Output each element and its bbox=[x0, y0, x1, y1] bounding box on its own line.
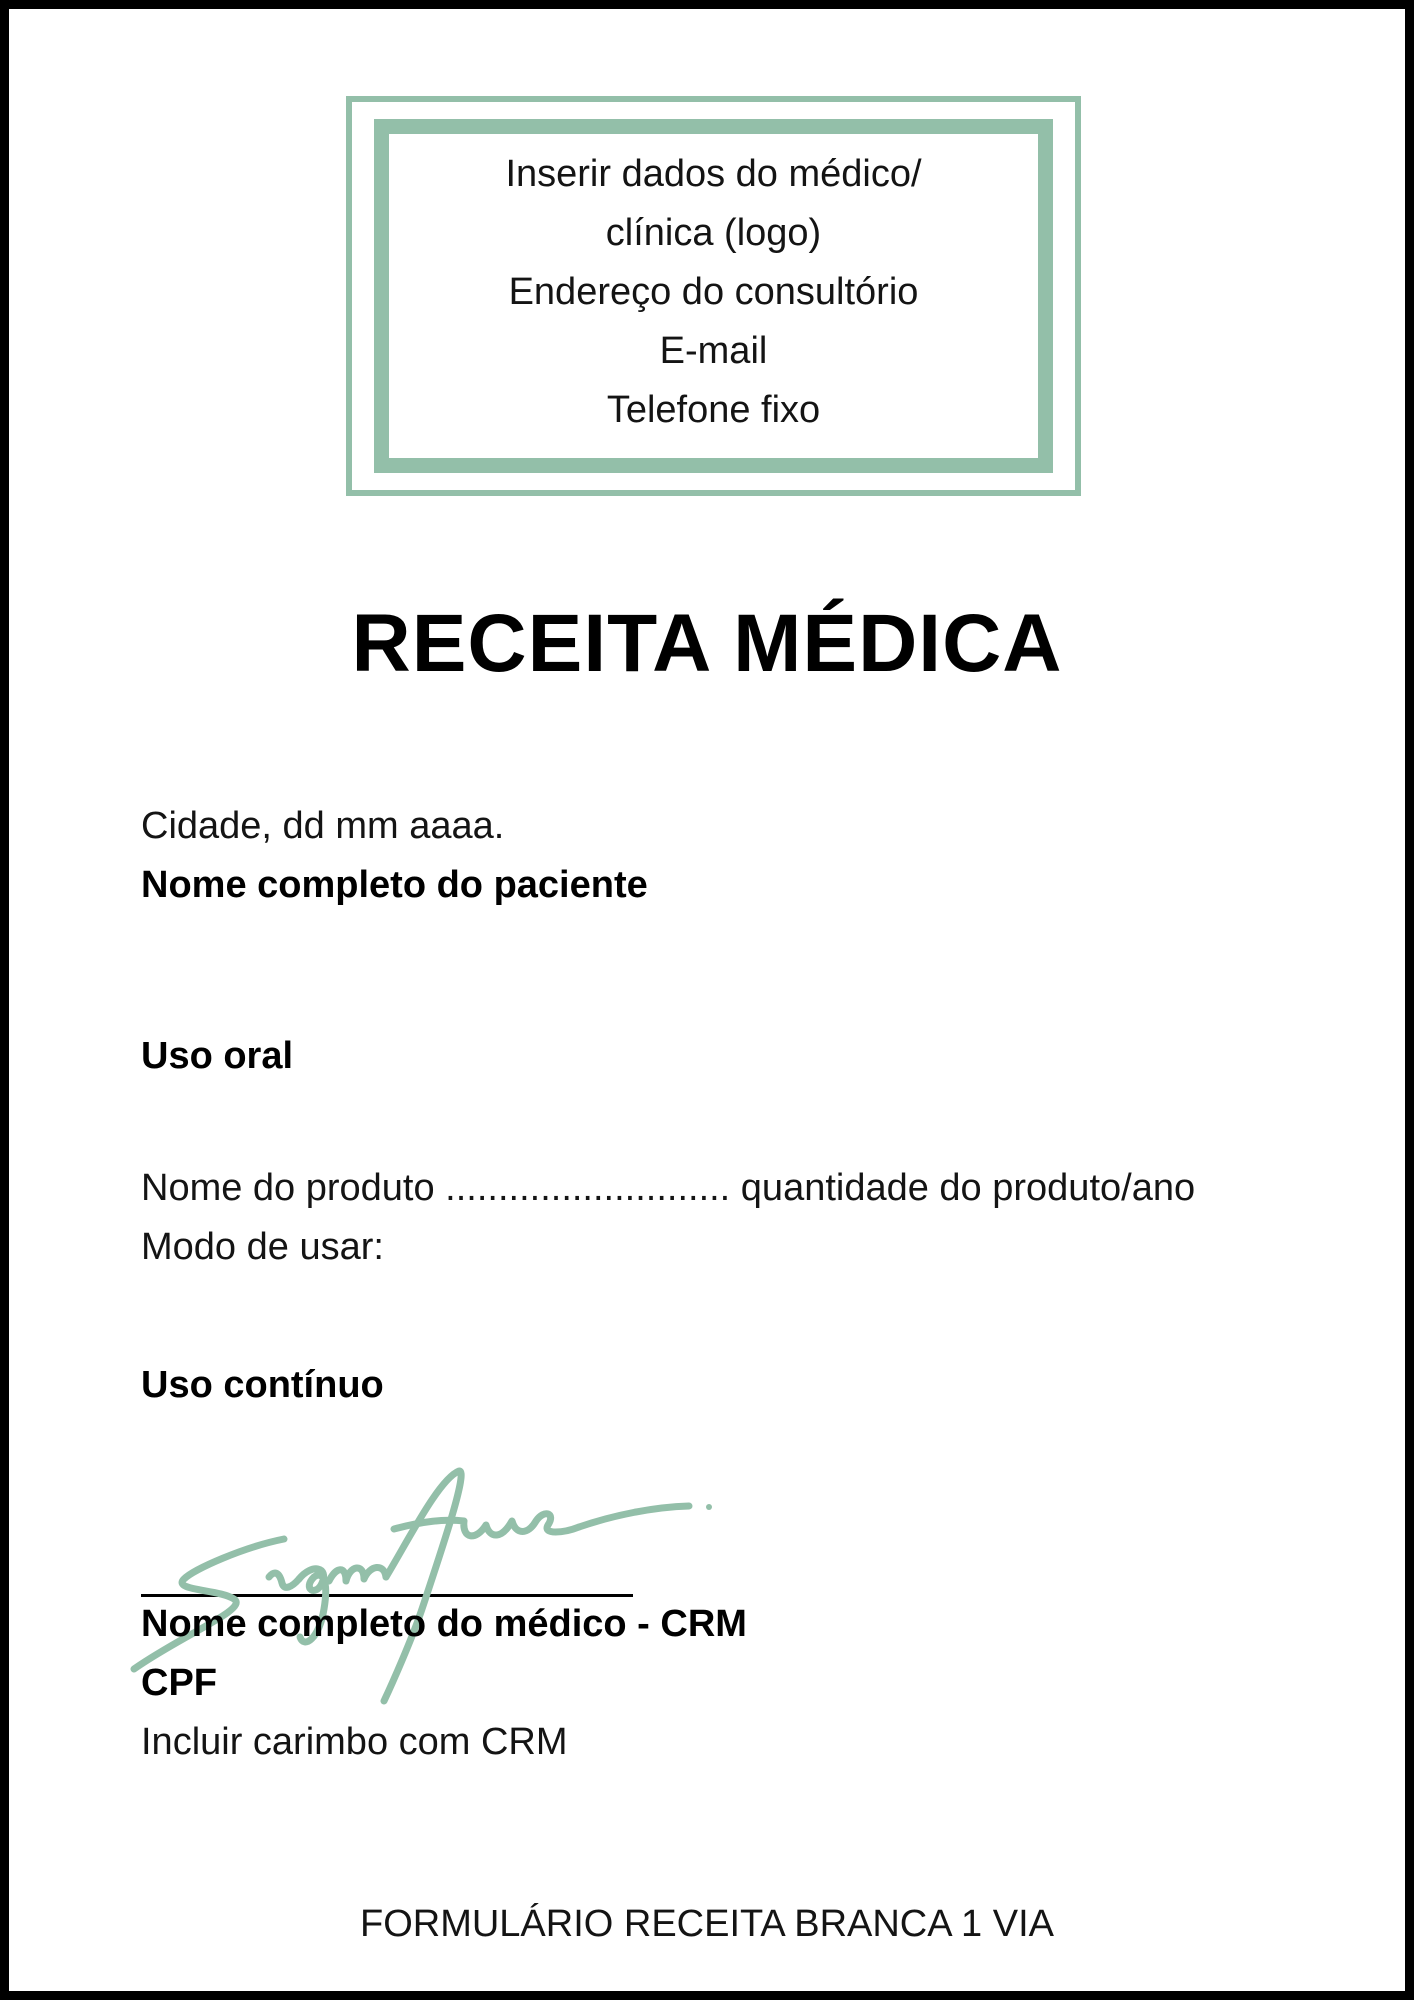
date-line: Cidade, dd mm aaaa. bbox=[141, 805, 505, 847]
clinic-address: Endereço do consultório bbox=[508, 271, 919, 313]
section-oral-use: Uso oral bbox=[141, 1035, 294, 1077]
clinic-email: E-mail bbox=[659, 330, 768, 372]
clinic-info-line-1: Inserir dados do médico/ bbox=[505, 153, 922, 195]
form-footer: FORMULÁRIO RECEITA BRANCA 1 VIA bbox=[359, 1903, 1054, 1945]
usage-instructions: Modo de usar: bbox=[141, 1226, 384, 1268]
clinic-info-line-2: clínica (logo) bbox=[605, 212, 822, 254]
patient-name: Nome completo do paciente bbox=[141, 864, 648, 906]
clinic-info-block bbox=[374, 145, 1053, 440]
cpf-label: CPF bbox=[141, 1662, 217, 1704]
stamp-note: Incluir carimbo com CRM bbox=[141, 1721, 568, 1763]
doctor-name: Nome completo do médico - CRM bbox=[141, 1603, 747, 1645]
product-line: Nome do produto ........................... quantidade do produto/ano bbox=[141, 1167, 1196, 1209]
clinic-phone: Telefone fixo bbox=[606, 389, 821, 431]
document-title: RECEITA MÉDICA bbox=[351, 598, 1063, 689]
section-continuous-use: Uso contínuo bbox=[141, 1364, 384, 1406]
signature-line bbox=[141, 1594, 633, 1597]
